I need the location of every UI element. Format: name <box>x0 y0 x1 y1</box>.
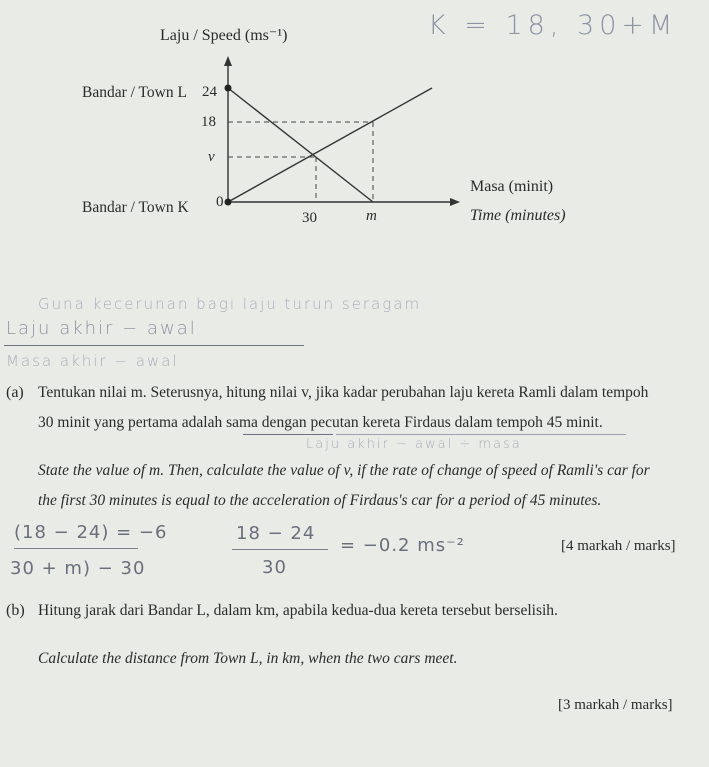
question-a-english-line1: State the value of m. Then, calculate the value of v, if the rate of change of speed of Ramli's car for <box>38 462 650 479</box>
handwritten-calc-1-bar <box>14 548 138 549</box>
handwritten-note-3: Masa akhir − awal <box>6 352 179 370</box>
handwritten-underline-sama <box>243 434 333 435</box>
question-a-malay-line2: 30 minit yang pertama adalah sama dengan pecutan kereta Firdaus dalam tempoh 45 minit. <box>38 414 603 431</box>
x-axis-title-malay: Masa (minit) <box>470 178 554 195</box>
handwritten-fraction-line <box>4 345 304 346</box>
question-a-marks: [4 markah / marks] <box>561 538 676 554</box>
handwritten-note-2: Laju akhir − awal <box>6 318 197 339</box>
handwritten-note-4: Laju akhir − awal ÷ masa <box>306 437 522 452</box>
tick-label-0: 0 <box>216 194 224 210</box>
question-a-english-line2: the first 30 minutes is equal to the acceleration of Firdaus's car for a period of 45 minutes. <box>38 492 602 509</box>
handwritten-calc-2-result: = −0.2 ms⁻² <box>340 535 465 556</box>
handwritten-calc-2-bar <box>232 549 328 550</box>
x-axis-arrow <box>450 198 460 206</box>
x-axis-title-english: Time (minutes) <box>470 207 566 224</box>
handwritten-note-1: Guna kecerunan bagi laju turun seragam <box>38 295 422 313</box>
handwritten-calc-2-denominator: 30 <box>262 557 287 578</box>
tick-label-18: 18 <box>201 114 216 130</box>
handwritten-underline-pecutan <box>336 434 626 435</box>
y-axis-arrow <box>224 56 232 66</box>
handwritten-top-right: K = 18, 30+M <box>428 10 678 41</box>
town-l-label: Bandar / Town L <box>82 84 187 101</box>
question-b-english: Calculate the distance from Town L, in km, when the two cars meet. <box>38 650 458 667</box>
question-b-label: (b) <box>6 602 25 619</box>
line-from-town-l <box>228 88 373 202</box>
question-a-malay-line1: Tentukan nilai m. Seterusnya, hitung nilai v, jika kadar perubahan laju kereta Ramli dalam tempoh <box>38 384 649 401</box>
line-from-town-k <box>228 88 432 202</box>
question-b-malay: Hitung jarak dari Bandar L, dalam km, apabila kedua-dua kereta tersebut berselisih. <box>38 602 558 619</box>
y-axis-title: Laju / Speed (ms⁻¹) <box>160 27 288 44</box>
tick-label-v: v <box>208 149 215 165</box>
point-town-l <box>225 85 232 92</box>
point-town-k <box>225 199 232 206</box>
handwritten-calc-1-numerator: (18 − 24) = −6 <box>14 522 168 543</box>
question-a-label: (a) <box>6 384 24 401</box>
town-k-label: Bandar / Town K <box>82 199 189 216</box>
question-b-marks: [3 markah / marks] <box>558 697 673 713</box>
tick-label-24: 24 <box>202 84 217 100</box>
tick-label-m: m <box>366 208 377 224</box>
tick-label-30: 30 <box>302 210 317 226</box>
speed-time-graph <box>0 0 709 250</box>
handwritten-calc-2-numerator: 18 − 24 <box>236 523 316 544</box>
handwritten-calc-1-denominator: 30 + m) − 30 <box>10 558 146 579</box>
